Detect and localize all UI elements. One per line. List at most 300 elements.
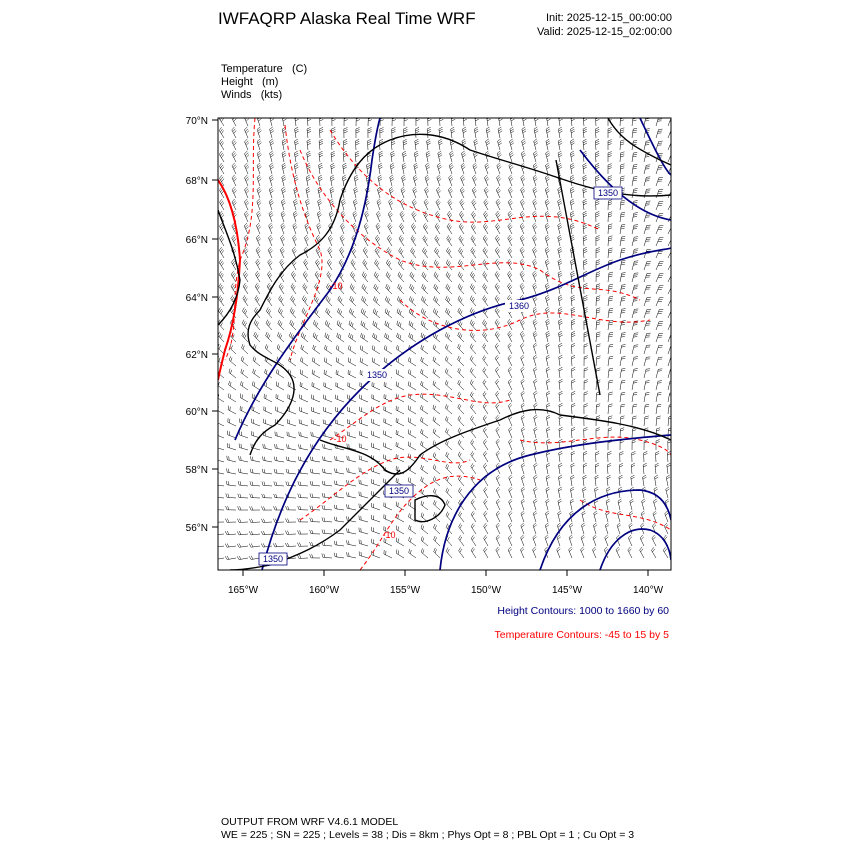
wind-barb: [620, 152, 624, 162]
wind-barb: [571, 127, 575, 138]
wind-barb: [226, 481, 236, 486]
wind-barb: [250, 481, 260, 486]
wind-barb: [644, 321, 651, 330]
wind-barb: [403, 151, 407, 162]
wind-barb: [520, 271, 525, 282]
wind-barb: [470, 416, 476, 427]
wind-barb: [232, 151, 237, 162]
wind-barb: [348, 370, 356, 378]
height-contour: [600, 529, 671, 570]
wind-barb: [225, 556, 236, 560]
wind-barb: [219, 295, 224, 306]
wind-barb: [570, 151, 574, 162]
wind-barb: [571, 319, 575, 330]
wind-barb: [225, 519, 236, 523]
field-temperature-unit: (C): [291, 63, 308, 75]
wind-barb: [371, 479, 380, 486]
wind-barb: [425, 175, 429, 186]
wind-barb: [483, 283, 488, 294]
wind-barb: [632, 189, 638, 199]
wind-barb: [410, 260, 416, 270]
wind-barb: [620, 200, 625, 210]
wind-barb: [520, 235, 524, 246]
wind-barb: [461, 175, 465, 186]
wind-barb: [470, 284, 476, 294]
wind-barb: [608, 236, 612, 246]
wind-barb: [319, 127, 323, 138]
wind-barb: [359, 516, 368, 522]
wind-barb: [656, 451, 660, 462]
wind-barb: [375, 235, 380, 246]
wind-barb: [521, 355, 525, 366]
wind-barb: [312, 395, 320, 402]
wind-barb: [214, 518, 225, 522]
wind-barb: [355, 151, 359, 162]
wind-barb: [533, 547, 537, 558]
wind-barb: [421, 308, 428, 318]
wind-barb: [298, 518, 308, 522]
wind-barb: [372, 382, 380, 390]
wind-barb: [340, 247, 345, 258]
wind-barb: [496, 451, 500, 462]
wind-barb: [559, 463, 563, 474]
wind-barb: [421, 405, 429, 414]
wind-barb: [311, 407, 320, 414]
wind-barb: [644, 285, 651, 294]
wind-barb: [630, 499, 634, 510]
wind-barb: [421, 465, 428, 474]
wind-barb: [596, 296, 600, 306]
wind-barb: [617, 523, 621, 534]
wind-barb: [663, 547, 668, 558]
wind-barb: [508, 259, 513, 270]
wind-barb: [470, 404, 476, 415]
wind-barb: [520, 211, 525, 222]
wind-barb: [438, 139, 442, 150]
wind-barb: [447, 235, 452, 246]
wind-barb: [216, 418, 224, 426]
wind-barb: [451, 127, 455, 138]
wind-barb: [270, 139, 274, 150]
wind-barb: [219, 259, 224, 270]
wind-barb: [239, 444, 248, 451]
wind-barb: [269, 211, 273, 222]
wind-barb: [595, 487, 599, 498]
wind-barb: [509, 499, 513, 510]
wind-barb: [409, 357, 417, 366]
wind-barb: [596, 199, 600, 210]
wind-barb: [388, 223, 393, 234]
wind-barb: [583, 115, 587, 126]
wind-barb: [340, 235, 345, 246]
wind-barb: [571, 283, 575, 294]
wind-barb: [433, 345, 440, 354]
wind-barb: [584, 368, 588, 378]
wind-barb: [312, 382, 320, 390]
wind-barb: [263, 456, 273, 462]
wind-barb: [483, 247, 488, 258]
wind-barb: [667, 463, 671, 474]
wind-barb: [668, 214, 676, 222]
wind-barb: [632, 416, 637, 426]
wind-barb: [620, 440, 624, 450]
wind-barb: [323, 444, 332, 450]
wind-barb: [559, 427, 563, 438]
wind-barb: [605, 523, 609, 534]
wind-barb: [644, 333, 651, 342]
wind-barb: [471, 523, 476, 534]
wind-barb: [275, 432, 284, 439]
wind-barb: [644, 261, 651, 270]
wind-barb: [632, 128, 637, 138]
footer-config-line: WE = 225 ; SN = 225 ; Levels = 38 ; Dis = 8km ; Phys Opt = 8 ; PBL Opt = 1 ; Cu Opt = 3: [221, 829, 635, 841]
wind-barb: [219, 163, 224, 174]
wind-barb: [616, 547, 620, 558]
wind-barb: [385, 296, 392, 306]
wind-barb: [238, 481, 248, 486]
wind-barb: [324, 395, 332, 402]
wind-barb: [584, 404, 588, 415]
wind-barb: [534, 115, 538, 126]
wind-barb: [245, 187, 249, 198]
lon-label: 165°W: [227, 585, 259, 596]
wind-barb: [463, 115, 467, 126]
wind-barb: [656, 202, 663, 210]
wind-barb: [520, 319, 524, 330]
wind-barb: [341, 223, 345, 234]
wind-barb: [608, 332, 613, 342]
wind-barb: [656, 177, 663, 186]
wind-barb: [471, 235, 476, 246]
wind-barb: [422, 248, 428, 259]
wind-barb: [384, 406, 392, 414]
wind-barb: [668, 226, 676, 234]
wind-barb: [608, 380, 613, 390]
wind-barb: [409, 525, 416, 534]
wind-barb: [319, 151, 323, 162]
wind-barb: [281, 223, 285, 234]
wind-barb: [572, 391, 576, 402]
wind-barb: [421, 321, 428, 331]
wind-barb: [596, 344, 601, 354]
wind-barb: [656, 404, 661, 414]
wind-barb: [521, 379, 525, 390]
wind-barb: [414, 163, 418, 174]
wind-barb: [294, 199, 298, 210]
wind-barb: [249, 543, 260, 547]
wind-barb: [656, 416, 661, 426]
wind-barb: [413, 175, 417, 186]
wind-barb: [273, 543, 284, 547]
wind-barb: [534, 403, 538, 414]
wind-barb: [310, 469, 320, 474]
lon-label: 140°W: [632, 585, 664, 596]
wind-barb: [644, 177, 650, 186]
wind-barb: [572, 367, 576, 378]
coastline-layer: [218, 118, 671, 570]
wind-barb: [396, 442, 404, 450]
wind-barb: [325, 333, 332, 342]
wind-barb: [225, 544, 236, 548]
wind-barb: [509, 163, 513, 174]
wind-barb: [302, 296, 308, 307]
wind-barb: [347, 552, 356, 558]
wind-barb: [410, 272, 416, 282]
wind-barb: [307, 151, 311, 162]
wind-barb: [620, 345, 626, 355]
wind-barb: [668, 298, 676, 306]
wind-barb: [534, 127, 538, 138]
wind-barb: [433, 429, 440, 438]
wind-barb: [386, 260, 392, 271]
wind-barb: [644, 213, 651, 222]
wind-barb: [433, 405, 440, 414]
wind-barb: [620, 260, 626, 270]
wind-barb: [668, 154, 676, 162]
wind-barb: [533, 247, 538, 258]
wind-barb: [496, 487, 500, 498]
wind-barb: [238, 494, 248, 498]
wind-barb: [508, 211, 513, 222]
wind-barb: [458, 404, 464, 414]
wind-barb: [450, 151, 454, 162]
wind-barb: [385, 321, 392, 330]
wind-barb: [607, 463, 611, 474]
wind-barb: [371, 515, 380, 522]
wind-barb: [608, 308, 613, 318]
wind-barb: [384, 418, 392, 426]
wind-barb: [596, 272, 600, 282]
wind-barb: [408, 381, 416, 390]
wind-barb: [219, 283, 224, 294]
temperature-contour-label: -10: [333, 434, 347, 444]
wind-barb: [295, 139, 299, 150]
wind-barb: [414, 151, 418, 162]
wind-barb: [596, 320, 600, 330]
wind-barb: [458, 416, 464, 426]
wind-barb: [642, 499, 646, 510]
wind-barb: [390, 163, 394, 174]
wind-barb: [608, 416, 612, 426]
wind-barb: [385, 309, 392, 319]
wind-barb: [324, 370, 332, 378]
wind-barb: [570, 187, 574, 198]
wind-barb: [546, 355, 550, 366]
wind-barb: [428, 115, 432, 126]
wind-barb: [409, 537, 416, 546]
wind-barb: [559, 355, 563, 366]
wind-barb: [347, 456, 356, 462]
wind-barb: [332, 116, 336, 127]
wind-barb: [496, 391, 501, 402]
wind-barb: [421, 357, 428, 366]
wind-barb: [306, 187, 310, 198]
wind-barb: [329, 211, 333, 222]
wind-barb: [416, 116, 420, 127]
wind-barb: [569, 535, 573, 546]
wind-barb: [495, 259, 500, 270]
wind-barb: [484, 499, 488, 510]
wind-barb: [653, 499, 657, 510]
wind-barb: [521, 535, 525, 546]
wind-barb: [509, 151, 513, 162]
wind-barb: [398, 284, 404, 294]
wind-barb: [375, 260, 381, 271]
wind-barb: [287, 419, 296, 426]
wind-barb: [483, 235, 488, 246]
wind-barb: [298, 481, 308, 486]
wind-barb: [300, 382, 308, 390]
wind-barb: [313, 333, 320, 342]
wind-barb: [244, 199, 248, 210]
lat-label: 62°N: [185, 350, 208, 361]
wind-barb: [330, 187, 334, 198]
wind-barb: [384, 514, 392, 522]
wind-barb: [285, 543, 296, 547]
wind-barb: [583, 259, 587, 270]
wind-barb: [458, 464, 464, 474]
wind-barb: [343, 151, 347, 162]
wind-barb: [533, 199, 537, 210]
wind-barb: [362, 284, 368, 294]
wind-barb: [354, 187, 358, 198]
wind-barb: [483, 391, 488, 402]
wind-barb: [446, 512, 452, 522]
wind-barb: [434, 548, 440, 558]
wind-barb: [219, 139, 224, 150]
wind-barb: [459, 211, 464, 222]
wind-barb: [427, 139, 431, 150]
wind-barb: [559, 403, 563, 414]
wind-barb: [445, 416, 452, 426]
wind-barb: [278, 320, 284, 330]
temperature-contour: [330, 394, 510, 440]
wind-barb: [571, 343, 575, 354]
wind-barb: [483, 367, 488, 378]
wind-barb: [396, 430, 404, 438]
wind-barb: [245, 139, 249, 150]
wind-barb: [656, 369, 662, 378]
wind-barb: [558, 319, 562, 330]
wind-barb: [533, 187, 537, 198]
wind-barb: [509, 175, 513, 186]
wind-barb: [347, 431, 356, 438]
footer-model-line: OUTPUT FROM WRF V4.6.1 MODEL: [221, 816, 399, 828]
wind-barb: [338, 296, 344, 306]
wind-barb: [411, 235, 416, 246]
wind-barb: [570, 199, 574, 210]
wind-barb: [596, 211, 600, 222]
wind-barb: [347, 528, 357, 534]
wind-barb: [268, 235, 272, 246]
wind-barb: [434, 296, 441, 306]
wind-barb: [558, 151, 562, 162]
wind-barb: [232, 139, 237, 150]
wind-barb: [219, 115, 224, 126]
wind-barb: [608, 296, 613, 306]
wind-barb: [400, 199, 404, 210]
wind-barb: [632, 404, 637, 414]
wind-barb: [274, 457, 284, 462]
wind-barb: [495, 331, 500, 342]
wind-barb: [608, 404, 613, 414]
wind-barb: [656, 165, 663, 174]
wind-barb: [521, 427, 525, 438]
wind-barb: [618, 499, 622, 510]
wind-barb: [384, 550, 392, 558]
wind-barb: [344, 116, 348, 126]
wind-barb: [433, 417, 440, 426]
wind-barb: [334, 553, 344, 558]
wind-barb: [229, 369, 236, 378]
wind-barb: [391, 151, 395, 162]
wind-barb: [448, 199, 452, 210]
wind-barb: [322, 481, 332, 486]
wind-barb: [558, 199, 562, 210]
wind-barb: [252, 406, 260, 414]
wind-barb: [237, 519, 248, 523]
wind-barb: [361, 321, 368, 330]
wind-barb: [508, 535, 512, 546]
wind-barb: [408, 369, 416, 378]
wind-barb: [656, 381, 662, 390]
wind-barb: [310, 494, 320, 499]
wind-barb: [571, 115, 575, 126]
wind-barb: [521, 367, 525, 378]
wind-barb: [262, 469, 272, 474]
wind-barb: [257, 211, 261, 222]
wind-barb: [546, 415, 550, 426]
wind-barb: [495, 235, 500, 246]
wind-barb: [546, 367, 550, 378]
wind-barb: [331, 151, 335, 162]
wind-barb: [620, 164, 625, 174]
wind-barb: [317, 211, 321, 222]
wind-barb: [470, 332, 476, 342]
wind-barb: [255, 295, 260, 306]
wind-barb: [306, 199, 310, 210]
wind-barb: [277, 332, 284, 342]
wind-barb: [584, 332, 588, 343]
wind-barb: [266, 332, 272, 342]
wind-barb: [396, 357, 404, 366]
wind-barb: [474, 127, 478, 138]
wind-barb: [594, 511, 598, 522]
wind-barb: [463, 127, 467, 138]
wind-barb: [644, 451, 648, 462]
wind-barb: [668, 416, 673, 426]
wind-barb: [484, 175, 488, 186]
wind-barb: [620, 116, 624, 126]
wind-barb: [268, 259, 273, 270]
field-height-unit: (m): [261, 76, 279, 88]
wind-barb: [244, 211, 248, 222]
wind-barb: [558, 259, 562, 270]
wind-barb: [596, 356, 601, 366]
wind-barb: [245, 175, 249, 186]
wind-barb: [433, 393, 440, 402]
wind-barb: [307, 127, 311, 138]
wind-barb: [324, 382, 332, 390]
wind-barb: [386, 272, 392, 282]
wind-barb: [274, 494, 284, 498]
wind-barb: [620, 392, 625, 402]
wind-barb: [250, 506, 261, 510]
wind-barb: [256, 235, 260, 246]
wind-barb: [584, 295, 588, 306]
wind-barb: [508, 235, 513, 246]
wind-barb: [558, 247, 562, 258]
